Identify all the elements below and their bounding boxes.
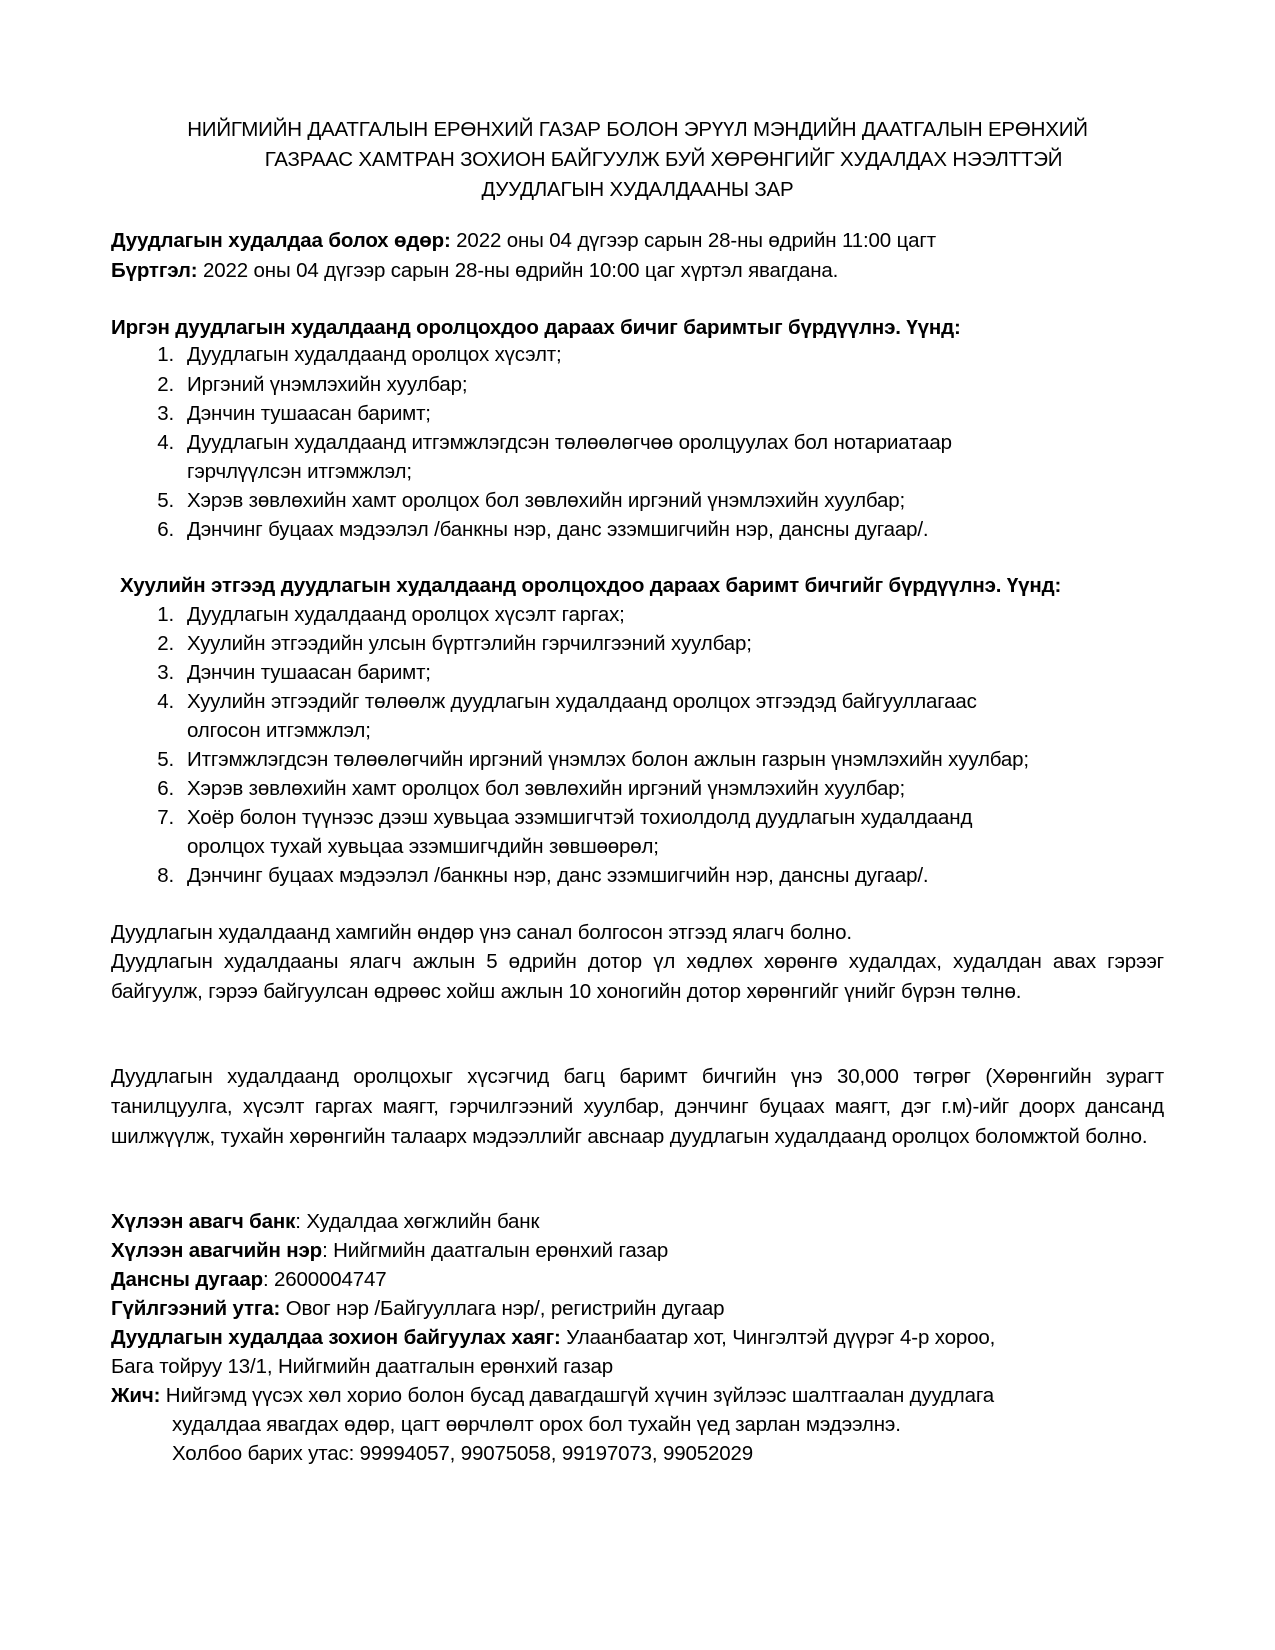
account-number-value: : 2600004747 <box>262 1268 387 1291</box>
auction-date <box>111 226 936 256</box>
list-text: оролцох тухай хувьцаа эзэмшигчдийн зөвшөөрөл; <box>187 835 659 858</box>
list-number: 6. <box>157 518 174 541</box>
list-text: Дуудлагын худалдаанд оролцох хүсэлт; <box>187 343 562 366</box>
note-label: Жич: <box>111 1384 161 1407</box>
list-text: Хоёр болон түүнээс дээш хувьцаа эзэмшигчтэй тохиолдолд дуудлагын худалдаанд <box>187 806 973 829</box>
list-number: 5. <box>157 489 174 512</box>
list-number: 1. <box>157 603 174 626</box>
registration-value: 2022 оны 04 дүгээр сарын 28-ны өдрийн 10:00 цаг хүртэл явагдана. <box>197 259 839 282</box>
auction-address-line2: Бага тойруу 13/1, Нийгмийн даатгалын ерөнхий газар <box>111 1355 613 1378</box>
list-text: Хэрэв зөвлөхийн хамт оролцох бол зөвлөхийн иргэний үнэмлэхийн хуулбар; <box>187 489 906 512</box>
auction-address-label: Дуудлагын худалдаа зохион байгуулах хаяг: <box>111 1326 561 1349</box>
registration-label: Бүртгэл: <box>111 259 198 282</box>
list-text: Итгэмжлэгдсэн төлөөлөгчийн иргэний үнэмлэх болон ажлын газрын үнэмлэхийн хуулбар; <box>187 748 1029 771</box>
account-number <box>111 1265 387 1295</box>
list-text: Хуулийн этгээдийн улсын бүртгэлийн гэрчилгээний хуулбар; <box>187 632 752 655</box>
auction-address <box>111 1323 995 1353</box>
package-paragraph: Дуудлагын худалдаанд оролцохыг хүсэгчид багц баримт бичгийн үнэ 30,000 төгрөг (Хөрөнгийн зурагт танилцуулга, хүсэлт гаргах маягт, гэрчилгээний хуулбар, дэнчинг буцаах маягт, дэг г.м)-ийг доорх дансанд шилжүүлж, тухайн хөрөнгийн талаарх мэдээллийг авснаар дуудлагын худалдаанд оролцох боломжтой болно. <box>111 1065 1164 1148</box>
transaction-reference-label: Гүйлгээний утга: <box>111 1297 281 1320</box>
transaction-reference <box>111 1294 724 1324</box>
list-text: Дэнчинг буцаах мэдээлэл /банкны нэр, данс эзэмшигчийн нэр, дансны дугаар/. <box>187 864 929 887</box>
recipient-name <box>111 1236 668 1266</box>
list-number: 2. <box>157 373 174 396</box>
citizen-section-heading: Иргэн дуудлагын худалдаанд оролцохдоо дараах бичиг баримтыг бүрдүүлнэ. Үүнд: <box>111 316 961 339</box>
winner-statement: Дуудлагын худалдаанд хамгийн өндөр үнэ санал болгосон этгээд ялагч болно. <box>111 921 852 944</box>
title-line-1: НИЙГМИЙН ДААТГАЛЫН ЕРӨНХИЙ ГАЗАР БОЛОН ЭРҮҮЛ МЭНДИЙН ДААТГАЛЫН ЕРӨНХИЙ <box>187 118 1088 141</box>
bank-name-value: : Худалдаа хөгжлийн банк <box>295 1210 540 1233</box>
list-text: Хуулийн этгээдийг төлөөлж дуудлагын худалдаанд оролцох этгээдэд байгууллагаас <box>187 690 977 713</box>
note <box>111 1381 994 1411</box>
title-line-3: ДУУДЛАГЫН ХУДАЛДААНЫ ЗАР <box>481 178 794 201</box>
list-number: 8. <box>157 864 174 887</box>
list-number: 6. <box>157 777 174 800</box>
list-text: Иргэний үнэмлэхийн хуулбар; <box>187 373 468 396</box>
list-text: Дуудлагын худалдаанд итгэмжлэгдсэн төлөөлөгчөө оролцуулах бол нотариатаар <box>187 431 952 454</box>
list-text: Хэрэв зөвлөхийн хамт оролцох бол зөвлөхийн иргэний үнэмлэхийн хуулбар; <box>187 777 906 800</box>
bank-name-label: Хүлээн авагч банк <box>111 1210 296 1233</box>
list-text: Дуудлагын худалдаанд оролцох хүсэлт гаргах; <box>187 603 625 626</box>
title-line-2: ГАЗРААС ХАМТРАН ЗОХИОН БАЙГУУЛЖ БУЙ ХӨРӨНГИЙГ ХУДАЛДАХ НЭЭЛТТЭЙ <box>264 148 1063 171</box>
list-number: 1. <box>157 343 174 366</box>
list-number: 2. <box>157 632 174 655</box>
legal-entity-section-heading: Хуулийн этгээд дуудлагын худалдаанд оролцохдоо дараах баримт бичгийг бүрдүүлнэ. Үүнд: <box>120 574 1062 597</box>
auction-date-value: 2022 оны 04 дүгээр сарын 28-ны өдрийн 11:00 цагт <box>450 229 936 252</box>
winner-paragraph: Дуудлагын худалдааны ялагч ажлын 5 өдрийн дотор үл хөдлөх хөрөнгө худалдах, худалдан авах гэрээг байгуулж, гэрээ байгуулсан өдрөөс хойш ажлын 10 хоногийн дотор хөрөнгийг үнийг бүрэн төлнө. <box>111 950 1164 1003</box>
list-number: 4. <box>157 690 174 713</box>
list-text: Дэнчин тушаасан баримт; <box>187 661 431 684</box>
note-line2: худалдаа явагдах өдөр, цагт өөрчлөлт орох бол тухайн үед зарлан мэдээлнэ. <box>172 1413 901 1436</box>
recipient-name-value: : Нийгмийн даатгалын ерөнхий газар <box>322 1239 669 1262</box>
document-title <box>100 115 1175 205</box>
bank-name <box>111 1207 539 1237</box>
list-text: Дэнчинг буцаах мэдээлэл /банкны нэр, данс эзэмшигчийн нэр, дансны дугаар/. <box>187 518 929 541</box>
list-text: олгосон итгэмжлэл; <box>187 719 371 742</box>
transaction-reference-value: Овог нэр /Байгууллага нэр/, регистрийн дугаар <box>280 1297 725 1320</box>
list-number: 7. <box>157 806 174 829</box>
list-text: гэрчлүүлсэн итгэмжлэл; <box>187 460 412 483</box>
auction-date-label: Дуудлагын худалдаа болох өдөр: <box>111 229 451 252</box>
list-number: 4. <box>157 431 174 454</box>
contact-phones: Холбоо барих утас: 99994057, 99075058, 99197073, 99052029 <box>172 1442 753 1465</box>
recipient-name-label: Хүлээн авагчийн нэр <box>111 1239 323 1262</box>
list-number: 3. <box>157 661 174 684</box>
registration <box>111 256 838 286</box>
list-number: 3. <box>157 402 174 425</box>
list-text: Дэнчин тушаасан баримт; <box>187 402 431 425</box>
note-value: Нийгэмд үүсэх хөл хорио болон бусад давагдашгүй хүчин зүйлээс шалтгаалан дуудлага <box>160 1384 994 1407</box>
list-number: 5. <box>157 748 174 771</box>
auction-address-value: Улаанбаатар хот, Чингэлтэй дүүрэг 4-р хороо, <box>560 1326 996 1349</box>
account-number-label: Дансны дугаар <box>111 1268 263 1291</box>
